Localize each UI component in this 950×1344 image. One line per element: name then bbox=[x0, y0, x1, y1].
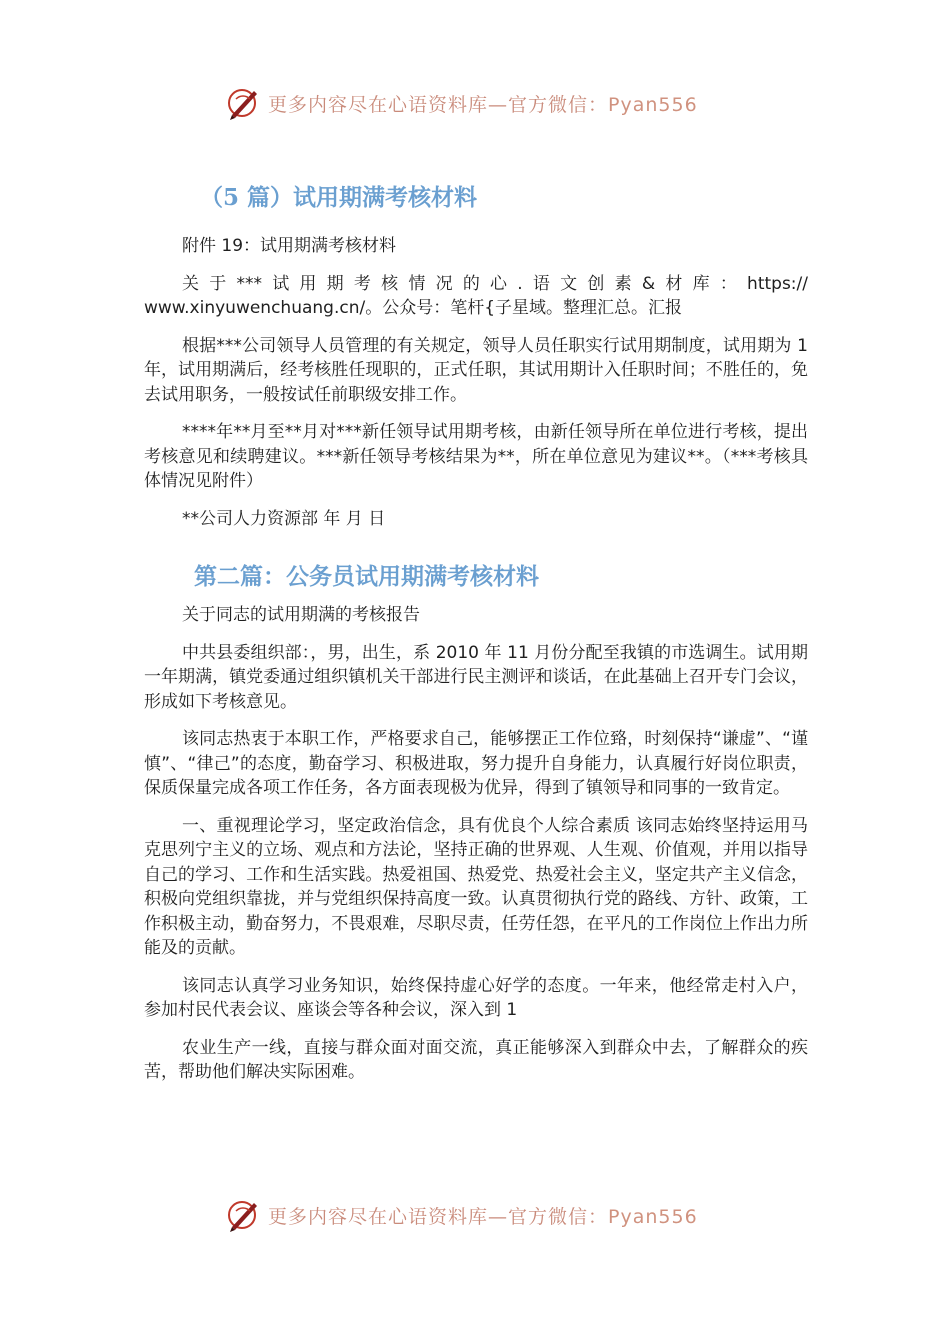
paragraph: 根据***公司领导人员管理的有关规定，领导人员任职实行试用期制度，试用期为 1 年，试用期满后，经考核胜任现职的，正式任职，其试用期计入任职时间；不胜任的，免去试用职务，一般按试任前职级安排工作。 bbox=[144, 335, 808, 405]
paragraph: 中共县委组织部：，男，出生，系 2010 年 11 月份分配至我镇的市选调生。试用期一年期满，镇党委通过组织镇机关干部进行民主测评和谈话，在此基础上召开专门会议，形成如下考核意见。 bbox=[144, 642, 808, 712]
footer-wechat-id: Pyan556 bbox=[608, 1205, 698, 1228]
header-wechat-id: Pyan556 bbox=[608, 93, 698, 116]
header-banner bbox=[226, 83, 698, 123]
pen-logo-icon bbox=[226, 1197, 262, 1233]
footer-banner bbox=[226, 1195, 698, 1235]
pen-logo-icon bbox=[226, 85, 262, 121]
footer-banner-text: 更多内容尽在心语资料库—官方微信：Pyan556 bbox=[268, 1205, 698, 1228]
paragraph: 该同志认真学习业务知识，始终保持虚心好学的态度。一年来，他经常走村入户，参加村民代表会议、座谈会等各种会议，深入到 1 bbox=[144, 975, 808, 1020]
section-two-title: 第二篇：公务员试用期满考核材料 bbox=[194, 563, 539, 590]
paragraph: 关于***试用期考核情况的心.语文创素&材库：https:// www.xinyuwenchuang.cn/。公众号：笔杆{子星域。整理汇总。汇报 bbox=[144, 273, 808, 318]
paragraph: **公司人力资源部 年 月 日 bbox=[182, 508, 386, 529]
paragraph: 该同志热衷于本职工作，严格要求自己，能够摆正工作位臵，时刻保持“谦虚”、“谨慎”、“律己”的态度，勤奋学习、积极进取，努力提升自身能力，认真履行好岗位职责，保质保量完成各项工作任务，各方面表现极为优异，得到了镇领导和同事的一致肯定。 bbox=[144, 729, 808, 798]
document-body bbox=[144, 178, 808, 1098]
paragraph: 附件 19：试用期满考核材料 bbox=[182, 236, 397, 256]
paragraph: 农业生产一线，直接与群众面对面交流，真正能够深入到群众中去，了解群众的疾苦，帮助他们解决实际困难。 bbox=[144, 1037, 808, 1082]
paragraph: 一、重视理论学习，坚定政治信念，具有优良个人综合素质 该同志始终坚持运用马克思列宁主义的立场、观点和方法论，坚持正确的世界观、人生观、价值观，并用以指导自己的学习、工作和生活实践。热爱祖国、热爱党、热爱社会主义，坚定共产主义信念，积极向党组织靠拢，并与党组织保持高度一致。认真贯彻执行党的路线、方针、政策，工作积极主动，勤奋努力，不畏艰难，尽职尽责，任劳任怨，在平凡的工作岗位上作出力所能及的贡献。 bbox=[144, 815, 808, 958]
header-banner-text: 更多内容尽在心语资料库—官方微信：Pyan556 bbox=[268, 93, 698, 116]
document-title: （5 篇）试用期满考核材料 bbox=[200, 184, 478, 211]
paragraph: 关于同志的试用期满的考核报告 bbox=[182, 605, 420, 625]
paragraph: ****年**月至**月对***新任领导试用期考核，由新任领导所在单位进行考核，提出考核意见和续聘建议。***新任领导考核结果为**，所在单位意见为建议**。（***考核具体情况见附件） bbox=[144, 422, 808, 491]
